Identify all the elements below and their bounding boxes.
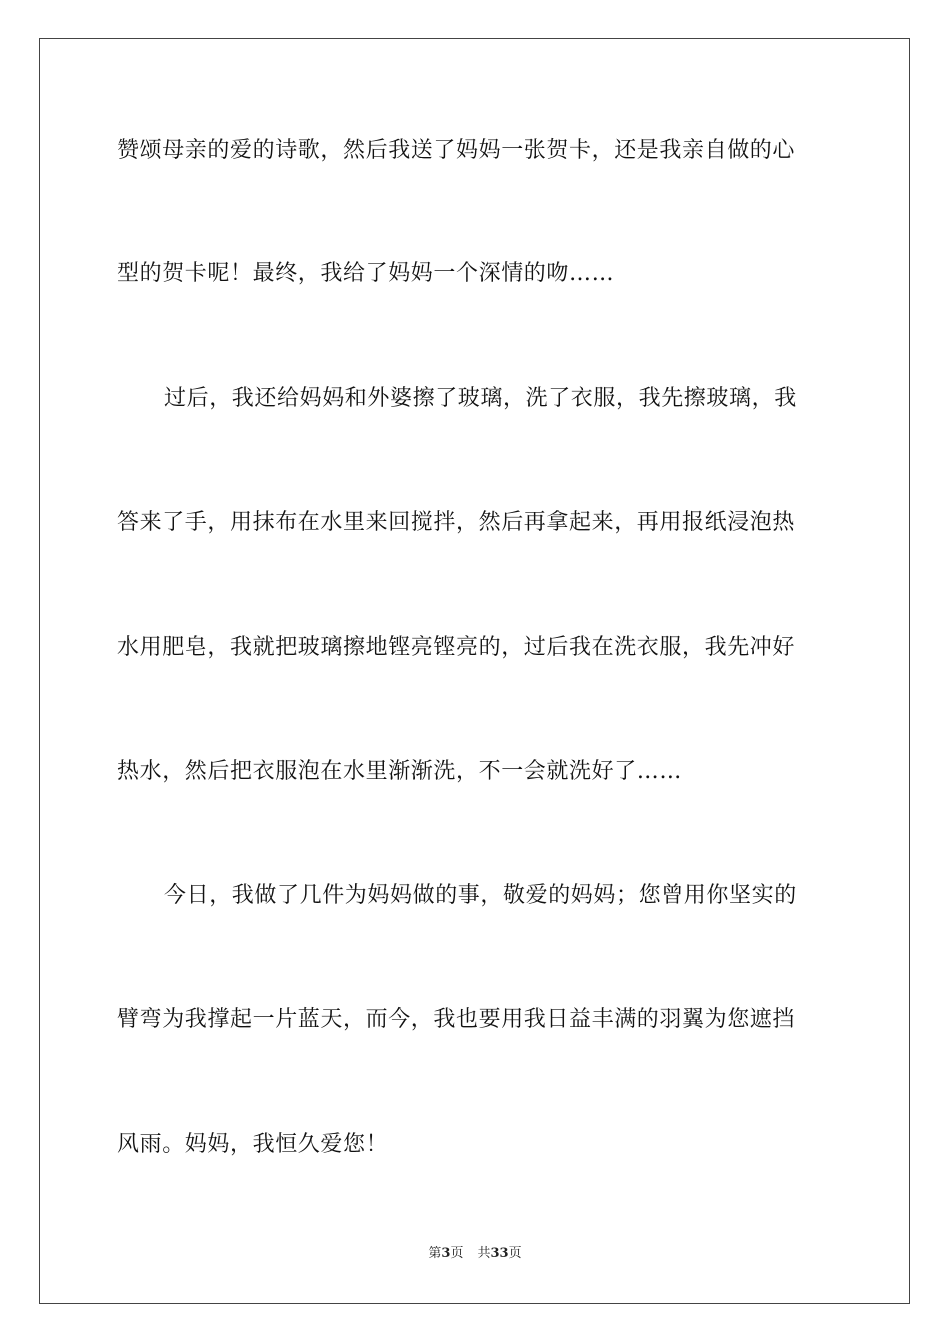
footer-page-prefix: 第 <box>428 1246 442 1261</box>
footer-total-suffix: 页 <box>508 1246 522 1261</box>
footer-page-current: 3 <box>441 1246 451 1261</box>
text-line-5: 水用肥皂，我就把玻璃擦地铿亮铿亮的，过后我在洗衣服，我先冲好 <box>117 635 796 660</box>
text-line-2: 型的贺卡呢！最终，我给了妈妈一个深情的吻…… <box>117 261 615 286</box>
footer-page-suffix: 页 <box>450 1246 464 1261</box>
text-line-3: 过后，我还给妈妈和外婆擦了玻璃，洗了衣服，我先擦玻璃，我 <box>164 386 797 411</box>
text-line-7: 今日，我做了几件为妈妈做的事，敬爱的妈妈；您曾用你坚实的 <box>164 883 797 908</box>
text-line-6: 热水，然后把衣服泡在水里渐渐洗，不一会就洗好了…… <box>117 759 683 784</box>
footer-total-prefix: 共 <box>477 1246 491 1261</box>
text-line-1: 赞颂母亲的爱的诗歌，然后我送了妈妈一张贺卡，还是我亲自做的心 <box>117 138 796 163</box>
footer-page-total: 33 <box>490 1246 509 1261</box>
page-footer <box>0 1244 950 1264</box>
text-line-8: 臂弯为我撑起一片蓝天，而今，我也要用我日益丰满的羽翼为您遮挡 <box>117 1007 796 1032</box>
text-line-9: 风雨。妈妈，我恒久爱您！ <box>117 1132 389 1157</box>
page-border <box>39 38 910 1304</box>
text-line-4: 答来了手，用抹布在水里来回搅拌，然后再拿起来，再用报纸浸泡热 <box>117 510 796 535</box>
